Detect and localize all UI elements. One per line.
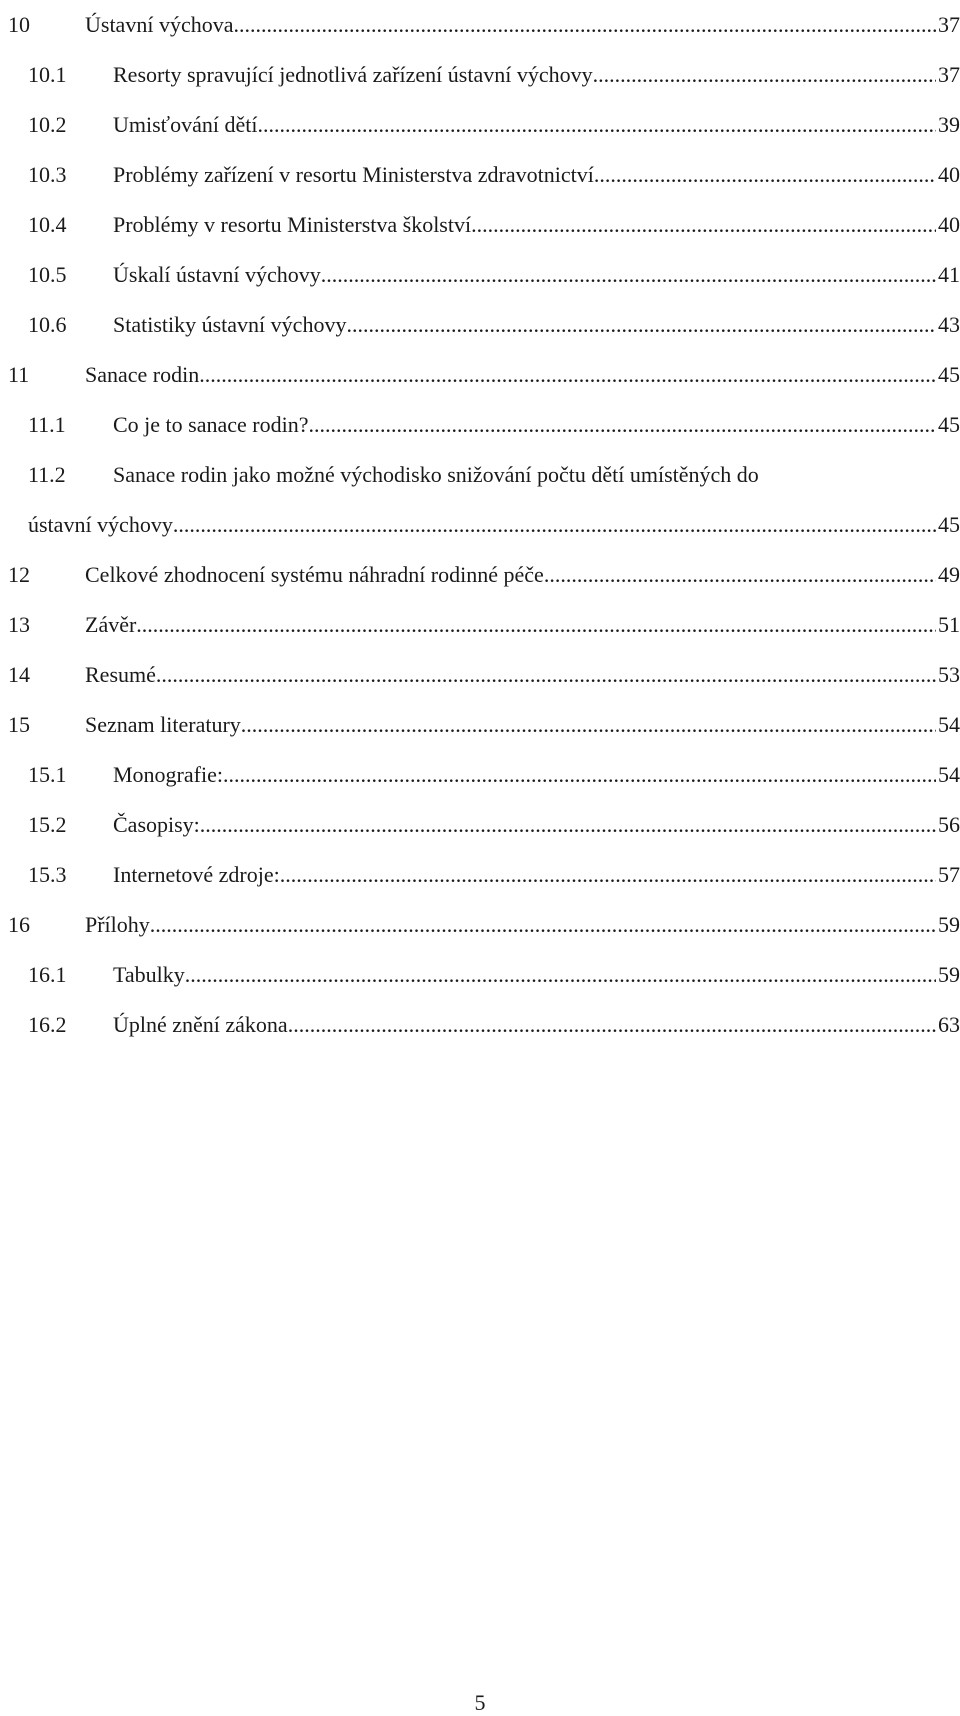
toc-entry-number: 13 xyxy=(8,612,30,637)
toc-entry-page: 57 xyxy=(938,862,960,887)
toc-entry-number: 15 xyxy=(8,712,30,737)
toc-entry-title: Internetové zdroje: xyxy=(113,862,280,887)
toc-entry-number: 10.3 xyxy=(28,162,67,187)
toc-entry-page: 54 xyxy=(938,762,960,787)
toc-entry xyxy=(0,900,960,950)
toc-entry xyxy=(0,50,960,100)
toc-entry-page: 63 xyxy=(938,1012,960,1037)
toc-entry-number: 14 xyxy=(8,662,30,687)
toc-entry-title: Problémy v resortu Ministerstva školství xyxy=(113,212,472,237)
toc-leader-dots xyxy=(346,300,936,350)
toc-leader-dots xyxy=(200,800,936,850)
toc-entry-number: 15.3 xyxy=(28,862,67,887)
toc-entry xyxy=(0,650,960,700)
toc-entry-title: Resumé xyxy=(85,662,156,687)
toc-entry-title: Monografie: xyxy=(113,762,223,787)
toc-entry xyxy=(0,800,960,850)
toc-entry-page: 37 xyxy=(938,12,960,37)
toc-entry-page: 41 xyxy=(938,262,960,287)
toc-entry-page: 40 xyxy=(938,212,960,237)
toc-entry xyxy=(0,400,960,450)
toc-entry-number: 11.1 xyxy=(28,412,66,437)
toc-entry-page: 56 xyxy=(938,812,960,837)
toc-entry-title: Umisťování dětí xyxy=(113,112,258,137)
toc-entry-title: Co je to sanace rodin? xyxy=(113,412,309,437)
toc-entry xyxy=(0,450,960,550)
toc-leader-dots xyxy=(257,100,936,150)
toc-entry xyxy=(0,700,960,750)
toc-entry-page: 43 xyxy=(938,312,960,337)
toc-entry-number: 11 xyxy=(8,362,30,387)
toc-entry xyxy=(0,1000,960,1050)
toc-entry-page: 51 xyxy=(938,612,960,637)
toc-leader-dots xyxy=(199,350,936,400)
toc-entry-page: 45 xyxy=(938,362,960,387)
toc-entry-page: 45 xyxy=(938,512,960,537)
toc-entry-title: Statistiky ústavní výchovy xyxy=(113,312,347,337)
toc-leader-dots xyxy=(185,950,936,1000)
toc-entry xyxy=(0,100,960,150)
toc-entry-title: Úskalí ústavní výchovy xyxy=(113,262,321,287)
toc-entry-number: 15.2 xyxy=(28,812,67,837)
toc-entry-number: 16 xyxy=(8,912,30,937)
toc-entry-number: 10 xyxy=(8,12,30,37)
toc-entry-number: 11.2 xyxy=(28,462,66,487)
toc-leader-dots xyxy=(173,500,936,550)
toc-entry-number: 10.4 xyxy=(28,212,67,237)
toc-entry-title: Tabulky xyxy=(113,962,185,987)
toc-leader-dots xyxy=(150,900,936,950)
toc-entry-number: 10.5 xyxy=(28,262,67,287)
toc-leader-dots xyxy=(321,250,936,300)
toc-entry-title: Závěr xyxy=(85,612,137,637)
toc-entry-title: Sanace rodin xyxy=(85,362,200,387)
toc-entry-number: 16.1 xyxy=(28,962,67,987)
toc-entry-number: 16.2 xyxy=(28,1012,67,1037)
toc-leader-dots xyxy=(544,550,936,600)
toc-leader-dots xyxy=(594,150,936,200)
toc-entry-title: Časopisy: xyxy=(113,812,200,837)
toc-entry-title: Přílohy xyxy=(85,912,150,937)
toc-leader-dots xyxy=(471,200,936,250)
toc-leader-dots xyxy=(233,0,936,50)
toc-entry-number: 10.1 xyxy=(28,62,67,87)
page-number: 5 xyxy=(474,1690,486,1715)
toc-entry-title: Problémy zařízení v resortu Ministerstva zdravotnictví xyxy=(113,162,594,187)
toc-entry xyxy=(0,600,960,650)
toc-entry-number: 15.1 xyxy=(28,762,67,787)
toc-leader-dots xyxy=(288,1000,936,1050)
toc-leader-dots xyxy=(156,650,936,700)
toc-entry-page: 40 xyxy=(938,162,960,187)
toc-entry-page: 59 xyxy=(938,912,960,937)
toc-entry-page: 59 xyxy=(938,962,960,987)
toc-entry xyxy=(0,850,960,900)
toc-entry xyxy=(0,950,960,1000)
toc-leader-dots xyxy=(309,400,937,450)
toc-entry-title: Ústavní výchova xyxy=(85,12,234,37)
toc-entry-title: Seznam literatury xyxy=(85,712,241,737)
toc-entry-number: 10.6 xyxy=(28,312,67,337)
toc-entry-page: 39 xyxy=(938,112,960,137)
toc-entry xyxy=(0,750,960,800)
toc-entry xyxy=(0,250,960,300)
toc-entry xyxy=(0,200,960,250)
toc-entry-title: Sanace rodin jako možné východisko snižování počtu dětí umístěných do xyxy=(113,462,759,487)
toc-leader-dots xyxy=(593,50,936,100)
toc-entry-page: 49 xyxy=(938,562,960,587)
toc-entry-page: 53 xyxy=(938,662,960,687)
toc-entry xyxy=(0,350,960,400)
toc-leader-dots xyxy=(136,600,936,650)
toc-entry xyxy=(0,0,960,50)
toc-entry-title: Resorty spravující jednotlivá zařízení ústavní výchovy xyxy=(113,62,593,87)
toc-entry-number: 12 xyxy=(8,562,30,587)
toc-entry-page: 37 xyxy=(938,62,960,87)
toc-entry-page: 54 xyxy=(938,712,960,737)
toc-entry xyxy=(0,550,960,600)
toc-entry xyxy=(0,150,960,200)
toc-entry-title: Úplné znění zákona xyxy=(113,1012,288,1037)
toc-leader-dots xyxy=(223,750,936,800)
toc-entry xyxy=(0,300,960,350)
toc-entry-title-continued: ústavní výchovy xyxy=(28,512,173,537)
toc-leader-dots xyxy=(241,700,936,750)
toc-entry-number: 10.2 xyxy=(28,112,67,137)
toc-leader-dots xyxy=(280,850,936,900)
toc-entry-page: 45 xyxy=(938,412,960,437)
toc-entry-title: Celkové zhodnocení systému náhradní rodinné péče xyxy=(85,562,544,587)
